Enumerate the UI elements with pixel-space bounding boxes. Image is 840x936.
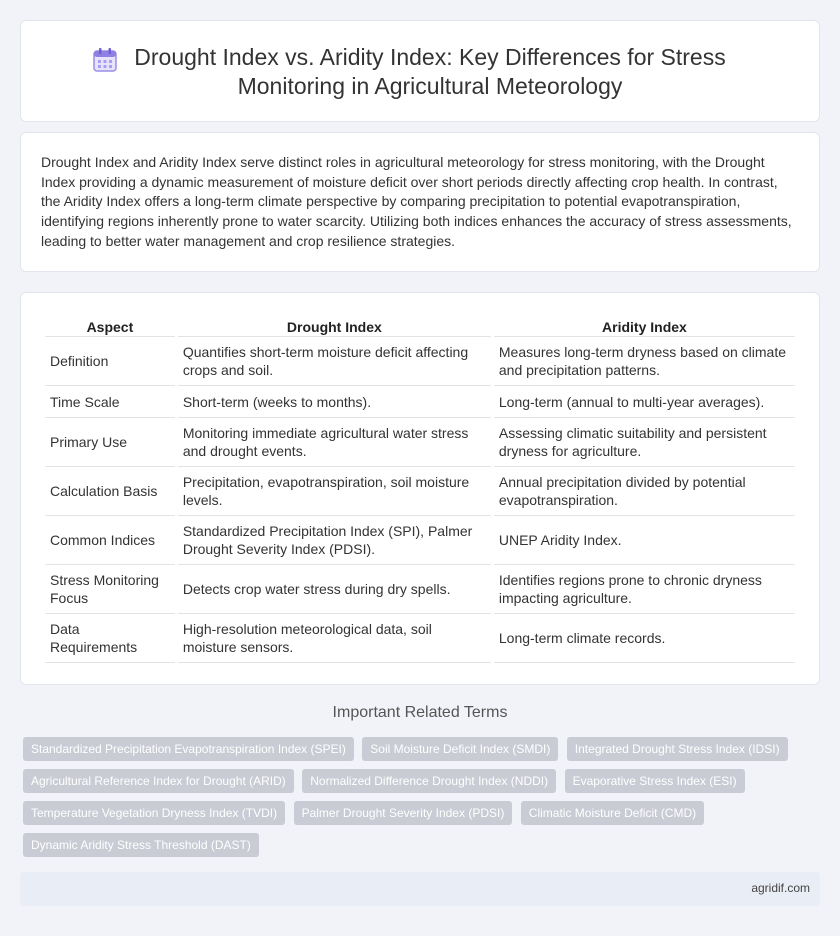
table-row bbox=[45, 418, 795, 467]
table-row bbox=[45, 565, 795, 614]
table-row bbox=[45, 386, 795, 418]
row-aridity: Identifies regions prone to chronic dryness impacting agriculture. bbox=[494, 565, 795, 614]
related-terms-title: Important Related Terms bbox=[332, 704, 508, 721]
comparison-table bbox=[42, 317, 798, 663]
related-term-tag[interactable]: Integrated Drought Stress Index (IDSI) bbox=[567, 737, 788, 761]
table-row bbox=[45, 516, 795, 565]
row-aspect: Time Scale bbox=[45, 386, 175, 418]
table-row bbox=[45, 614, 795, 663]
row-drought: Monitoring immediate agricultural water stress and drought events. bbox=[178, 418, 491, 467]
related-term-tag[interactable]: Climatic Moisture Deficit (CMD) bbox=[521, 801, 704, 825]
row-aridity: Long-term climate records. bbox=[494, 614, 795, 663]
table-row bbox=[45, 467, 795, 516]
related-term-tag[interactable]: Palmer Drought Severity Index (PDSI) bbox=[294, 801, 513, 825]
row-aspect: Primary Use bbox=[45, 418, 175, 467]
related-term-tag[interactable]: Soil Moisture Deficit Index (SMDI) bbox=[362, 737, 558, 761]
row-aridity: Annual precipitation divided by potential evapotranspiration. bbox=[494, 467, 795, 516]
footer-site-link[interactable]: agridif.com bbox=[751, 881, 810, 895]
row-aspect: Definition bbox=[45, 337, 175, 386]
comparison-table-card bbox=[20, 292, 820, 685]
page-title: Drought Index vs. Aridity Index: Key Differences for Stress Monitoring in Agricultural Meteorology bbox=[134, 44, 726, 99]
row-drought: Detects crop water stress during dry spells. bbox=[178, 565, 491, 614]
row-drought: Precipitation, evapotranspiration, soil moisture levels. bbox=[178, 467, 491, 516]
footer bbox=[20, 872, 820, 906]
intro-card bbox=[20, 132, 820, 272]
related-terms-list bbox=[23, 737, 813, 865]
related-term-tag[interactable]: Dynamic Aridity Stress Threshold (DAST) bbox=[23, 833, 259, 857]
row-drought: Quantifies short-term moisture deficit affecting crops and soil. bbox=[178, 337, 491, 386]
row-drought: High-resolution meteorological data, soil moisture sensors. bbox=[178, 614, 491, 663]
related-term-tag[interactable]: Temperature Vegetation Dryness Index (TVDI) bbox=[23, 801, 285, 825]
row-aridity: UNEP Aridity Index. bbox=[494, 516, 795, 565]
row-drought: Standardized Precipitation Index (SPI), Palmer Drought Severity Index (PDSI). bbox=[178, 516, 491, 565]
table-row bbox=[45, 337, 795, 386]
header-drought-index: Drought Index bbox=[178, 317, 491, 337]
header-aspect: Aspect bbox=[45, 317, 175, 337]
row-drought: Short-term (weeks to months). bbox=[178, 386, 491, 418]
header-aridity-index: Aridity Index bbox=[494, 317, 795, 337]
row-aspect: Calculation Basis bbox=[45, 467, 175, 516]
row-aridity: Long-term (annual to multi-year averages). bbox=[494, 386, 795, 418]
row-aspect: Stress Monitoring Focus bbox=[45, 565, 175, 614]
row-aridity: Assessing climatic suitability and persistent dryness for agriculture. bbox=[494, 418, 795, 467]
row-aspect: Common Indices bbox=[45, 516, 175, 565]
row-aspect: Data Requirements bbox=[45, 614, 175, 663]
related-term-tag[interactable]: Standardized Precipitation Evapotranspiration Index (SPEI) bbox=[23, 737, 354, 761]
related-term-tag[interactable]: Agricultural Reference Index for Drought (ARID) bbox=[23, 769, 294, 793]
related-term-tag[interactable]: Evaporative Stress Index (ESI) bbox=[565, 769, 745, 793]
row-aridity: Measures long-term dryness based on climate and precipitation patterns. bbox=[494, 337, 795, 386]
related-term-tag[interactable]: Normalized Difference Drought Index (NDDI) bbox=[302, 769, 556, 793]
header-card bbox=[20, 20, 820, 122]
intro-text: Drought Index and Aridity Index serve distinct roles in agricultural meteorology for stress monitoring, with the Drought Index providing a dynamic measurement of moisture deficit over short periods directly affecting crop health. In contrast, the Aridity Index offers a long-term climate perspective by comparing precipitation to potential evapotranspiration, identifying regions inherently prone to water scarcity. Utilizing both indices enhances the accuracy of stress assessments, leading to better water management and crop resilience strategies. bbox=[41, 154, 792, 249]
